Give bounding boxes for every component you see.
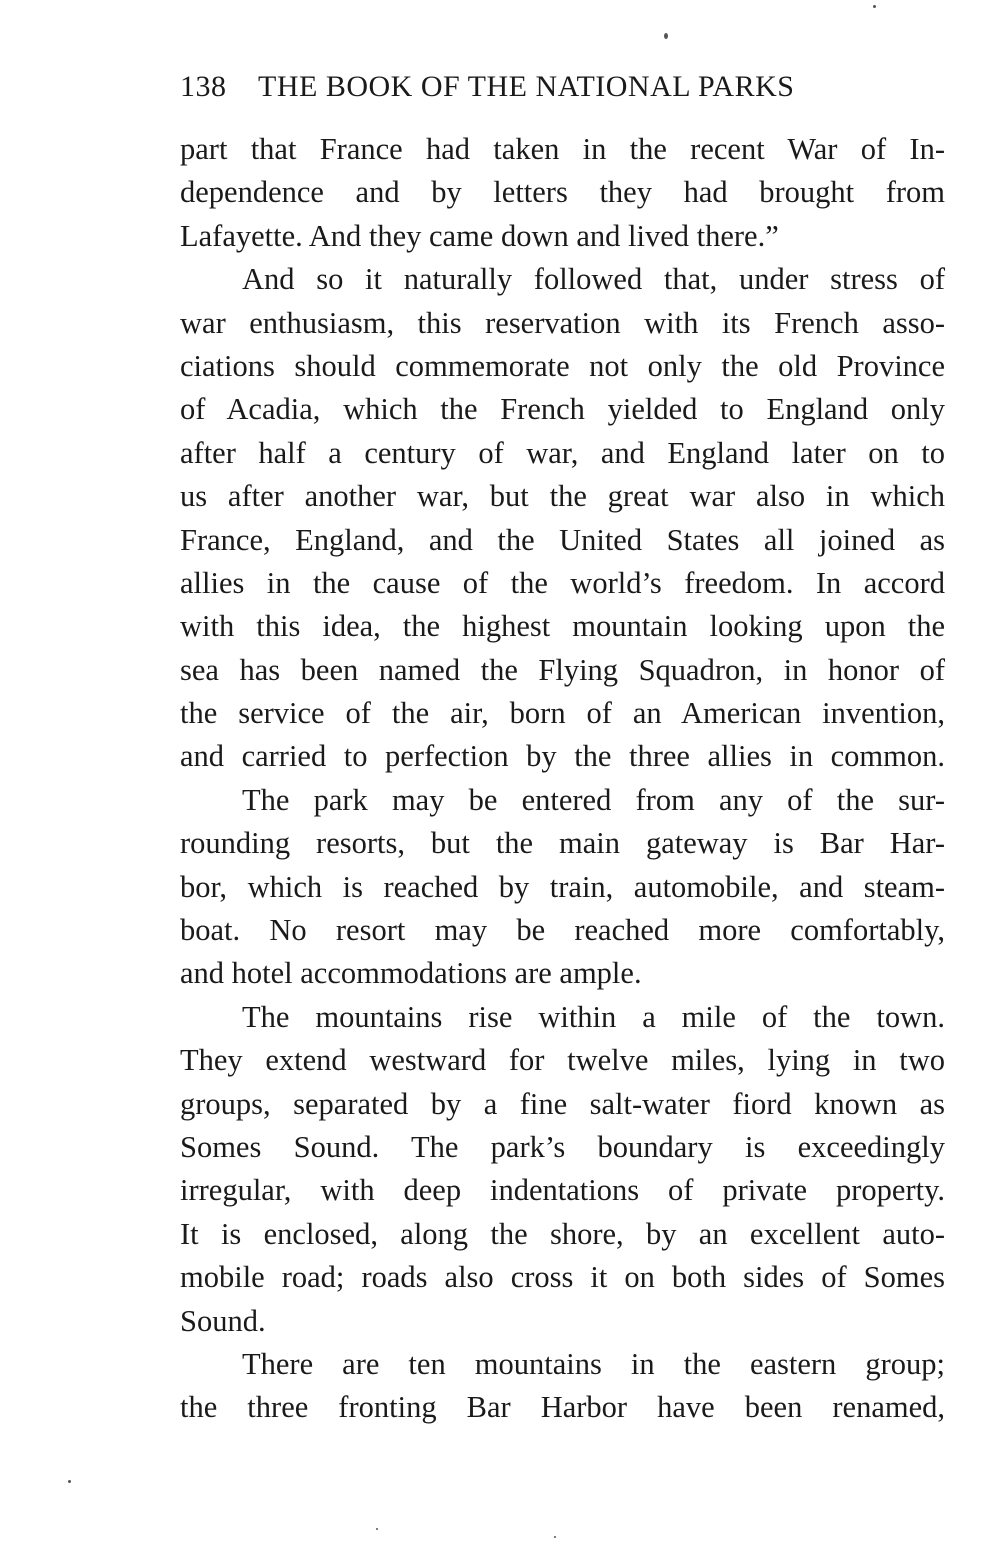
scan-speck [376,1528,378,1530]
text-line: the service of the air, born of an American invention, [180,696,945,731]
text-line: They extend westward for twelve miles, lying in two [180,1043,945,1078]
text-line: the three fronting Bar Harbor have been renamed, [180,1390,945,1425]
scan-speck [664,33,668,39]
text-line: rounding resorts, but the main gateway is Bar Har- [180,826,945,861]
text-line: There are ten mountains in the eastern group; [242,1346,945,1381]
text-line: allies in the cause of the world’s freedom. In accord [180,565,945,600]
page-number: 138 [180,70,227,103]
text-line: irregular, with deep indentations of private property. [180,1173,945,1208]
body-text [180,128,945,1430]
text-line: Lafayette. And they came down and lived there.” [180,218,779,253]
text-line: of Acadia, which the French yielded to England only [180,392,945,427]
text-line: sea has been named the Flying Squadron, in honor of [180,652,945,687]
text-line: The mountains rise within a mile of the town. [242,999,945,1034]
text-line: Somes Sound. The park’s boundary is exceedingly [180,1129,945,1164]
text-line: And so it naturally followed that, under stress of [242,262,945,297]
scan-speck [68,1480,71,1483]
text-line: ciations should commemorate not only the old Province [180,348,945,383]
running-head [180,70,915,114]
text-line: part that France had taken in the recent War of In- [180,132,945,166]
text-line: boat. No resort may be reached more comfortably, [180,913,945,948]
text-line: us after another war, but the great war also in which [180,479,945,514]
text-line: and hotel accommodations are ample. [180,956,642,991]
text-line: after half a century of war, and England later on to [180,435,945,470]
text-line: It is enclosed, along the shore, by an excellent auto- [180,1216,945,1251]
text-line: The park may be entered from any of the sur- [242,782,945,817]
scan-speck [554,1536,556,1538]
text-line: mobile road; roads also cross it on both sides of Somes [180,1260,945,1295]
text-line: with this idea, the highest mountain looking upon the [180,609,945,644]
text-line: bor, which is reached by train, automobile, and steam- [180,869,945,904]
text-line: France, England, and the United States all joined as [180,522,945,557]
text-line: dependence and by letters they had brought from [180,175,945,210]
text-line: and carried to perfection by the three allies in common. [180,739,945,774]
text-line: Sound. [180,1303,266,1338]
text-line: groups, separated by a fine salt-water fiord known as [180,1086,945,1121]
book-title: THE BOOK OF THE NATIONAL PARKS [258,70,795,103]
text-line: war enthusiasm, this reservation with its French asso- [180,305,945,340]
scan-speck [873,5,876,8]
